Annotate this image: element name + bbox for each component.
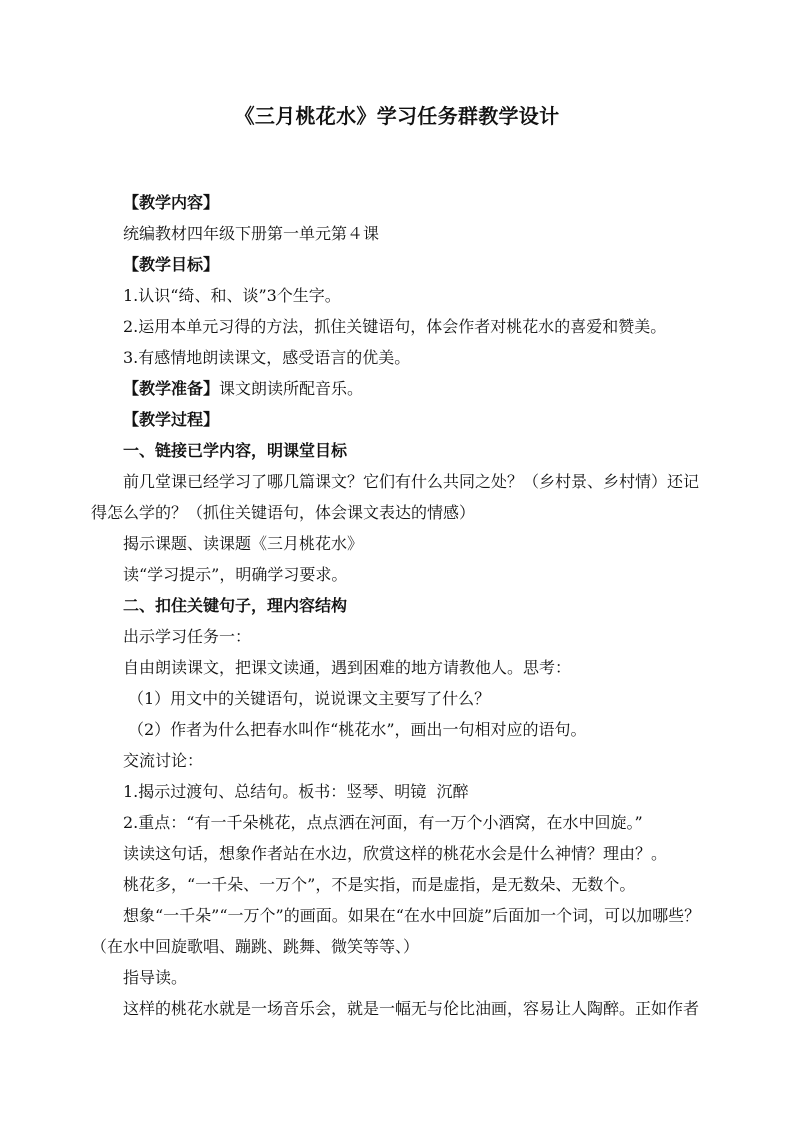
subsection-heading-2: 二、扣住关键句子，理内容结构 [123,596,348,615]
section-heading-process: 【教学过程】 [123,410,220,429]
paragraph: 这样的桃花水就是一场音乐会，就是一幅无与伦比油画，容易让人陶醉。正如作者 [123,999,700,1018]
paragraph: 统编教材四年级下册第一单元第４课 [123,224,380,243]
paragraph: 2.重点：“有一千朵桃花，点点洒在河面，有一万个小酒窝，在水中回旋。” [123,813,643,832]
document-title: 《三月桃花水》学习任务群教学设计 [234,104,560,128]
section-heading-objectives: 【教学目标】 [123,255,220,274]
paragraph: 指导读。 [123,968,188,987]
paragraph: 1.认识“绮、和、谈”3个生字。 [123,286,341,305]
document-body [91,187,703,1024]
paragraph: 3.有感情地朗读课文，感受语言的优美。 [123,348,411,367]
paragraph: 交流讨论： [123,751,204,770]
paragraph: 出示学习任务一： [123,627,252,646]
paragraph: 前几堂课已经学习了哪几篇课文？它们有什么共同之处？（乡村景、乡村情）还记得怎么学的？（抓住关键语句，体会课文表达的情感） [91,472,700,522]
question-item: （2）作者为什么把春水叫作“桃花水”，画出一句相对应的语句。 [128,720,587,739]
question-item: （1）用文中的关键语句，说说课文主要写了什么？ [128,689,491,708]
paragraph: 揭示课题、读课题《三月桃花水》 [123,534,364,553]
paragraph: 读读这句话，想象作者站在水边，欣赏这样的桃花水会是什么神情？理由？。 [123,844,668,863]
section-heading-preparation: 【教学准备】 [123,379,220,398]
section-heading-content: 【教学内容】 [123,193,220,212]
subsection-heading-1: 一、链接已学内容，明课堂目标 [123,441,348,460]
paragraph: 1.揭示过渡句、总结句。板书：竖琴、明镜 沉醉 [123,782,469,801]
paragraph: 2.运用本单元习得的方法，抓住关键语句，体会作者对桃花水的喜爱和赞美。 [123,317,667,336]
paragraph-preparation [91,373,703,404]
preparation-text: 课文朗读所配音乐。 [219,379,364,398]
paragraph: 读“学习提示”，明确学习要求。 [123,565,348,584]
paragraph: 想象“一千朵”“一万个”的画面。如果在“在水中回旋”后面加一个词，可以加哪些？（在水中回旋歌唱、蹦跳、跳舞、微笑等等、） [91,906,701,956]
paragraph: 桃花多，“一千朵、一万个”，不是实指，而是虚指，是无数朵、无数个。 [123,875,636,894]
paragraph: 自由朗读课文，把课文读通，遇到困难的地方请教他人。思考： [123,658,572,677]
